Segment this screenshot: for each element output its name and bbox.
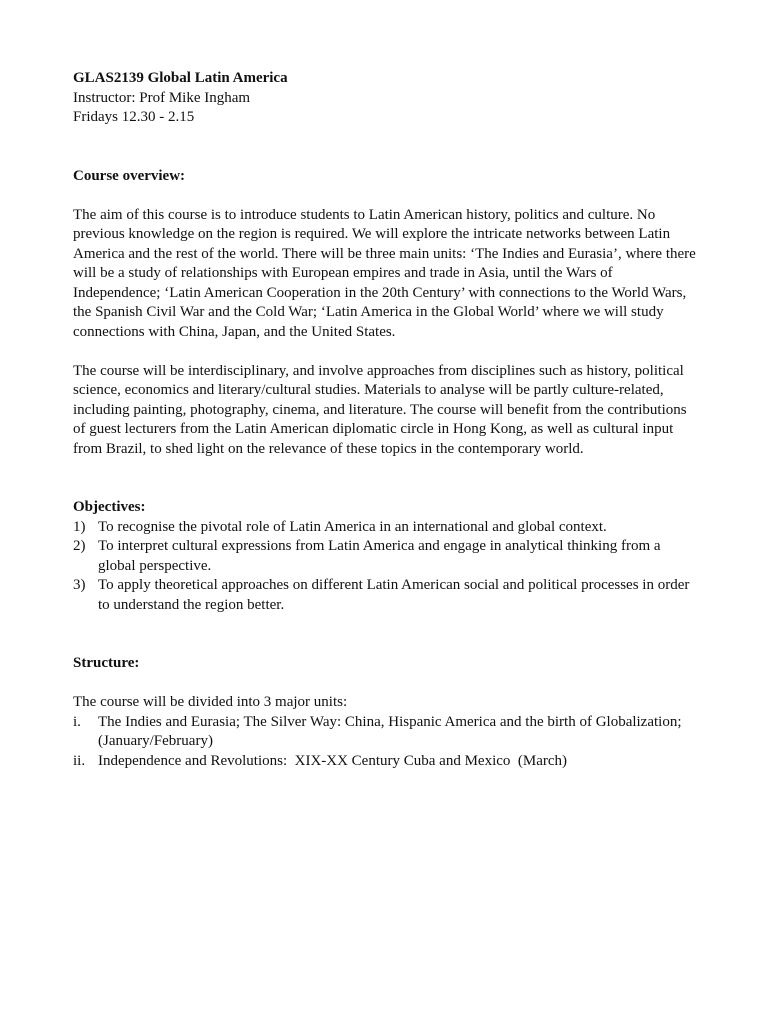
course-title: GLAS2139 Global Latin America: [73, 70, 288, 86]
objective-item: [73, 576, 698, 615]
objective-text: To interpret cultural expressions from Latin America and engage in analytical thinking from a global perspective.: [98, 538, 661, 574]
overview-paragraph-1: The aim of this course is to introduce students to Latin American history, politics and culture. No previous knowledge on the region is required. We will explore the intricate networks between Latin America and the rest of the world. There will be three main units: ‘The Indies and Eurasia’, where there will be a study of relationships with European empires and trade in Asia, until the Wars of Independence; ‘Latin American Cooperation in the 20th Century’ with connections to the World Wars, the Spanish Civil War and the Cold War; ‘Latin America in the Global World’ where we will study connections with China, Japan, and the United States.: [73, 206, 696, 340]
overview-heading: Course overview:: [73, 167, 186, 184]
document-page: [73, 69, 698, 771]
schedule-line: Fridays 12.30 - 2.15: [73, 109, 195, 125]
objective-marker: 3): [73, 577, 86, 593]
objective-item: [73, 537, 698, 576]
unit-item: [73, 713, 698, 752]
objective-text: To apply theoretical approaches on different Latin American social and political processes in order to understand the region better.: [98, 577, 690, 613]
unit-marker: ii.: [73, 752, 86, 769]
instructor-line: Instructor: Prof Mike Ingham: [73, 89, 251, 106]
unit-text: Independence and Revolutions: XIX-XX Century Cuba and Mexico (March): [98, 752, 568, 769]
objective-marker: 2): [73, 538, 86, 554]
unit-marker: i.: [73, 713, 81, 730]
objective-item: [73, 518, 698, 538]
structure-intro: The course will be divided into 3 major units:: [73, 694, 348, 710]
overview-paragraph-2: The course will be interdisciplinary, and involve approaches from disciplines such as history, political science, economics and literary/cultural studies. Materials to analyse will be partly culture-related, including painting, photography, cinema, and literature. The course will benefit from the contributions of guest lecturers from the Latin American diplomatic circle in Hong Kong, as well as cultural input from Brazil, to shed light on the relevance of these topics in the contemporary world.: [73, 362, 687, 457]
objective-text: To recognise the pivotal role of Latin America in an international and global context.: [98, 518, 607, 535]
unit-item: [73, 752, 698, 772]
objectives-heading: Objectives:: [73, 499, 146, 515]
objective-marker: 1): [73, 518, 86, 535]
unit-text: The Indies and Eurasia; The Silver Way: China, Hispanic America and the birth of Globalization; (January/February): [98, 713, 682, 749]
structure-heading: Structure:: [73, 655, 140, 671]
